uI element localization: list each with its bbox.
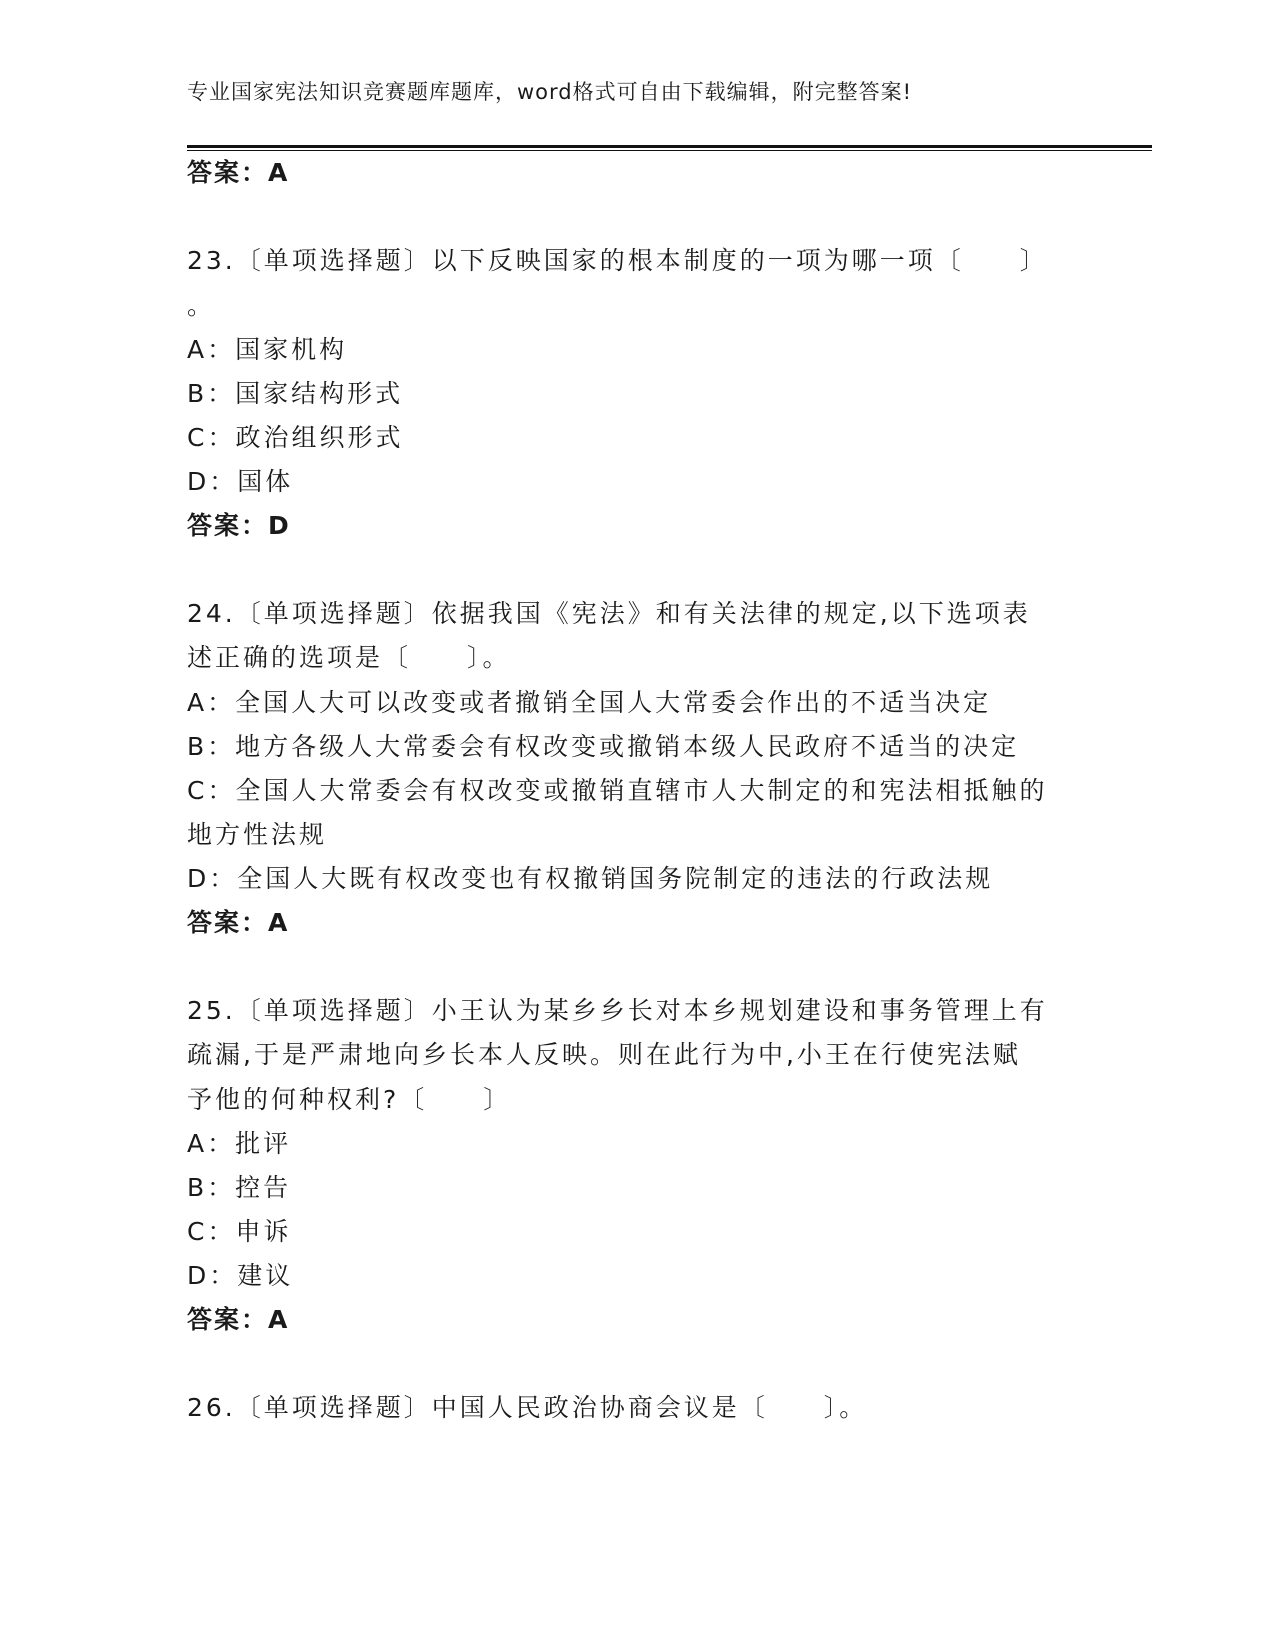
- q25-stem-line-3: 予他的何种权利?〔 〕: [187, 1085, 512, 1114]
- q25-stem-line-2: 疏漏,于是严肃地向乡长本人反映。则在此行为中,小王在行使宪法赋: [187, 1040, 1021, 1069]
- q26-stem-line-1: 26.〔单项选择题〕中国人民政治协商会议是〔 〕。: [187, 1393, 868, 1422]
- q25-option-a: A：批评: [187, 1129, 292, 1158]
- q24-option-c-cont: 地方性法规: [187, 820, 328, 849]
- q25-option-c: C：申诉: [187, 1217, 292, 1246]
- q23-option-c: C：政治组织形式: [187, 423, 404, 452]
- header-rule-thin: [187, 150, 1152, 151]
- q23-option-a: A：国家机构: [187, 335, 348, 364]
- q25-option-b: B：控告: [187, 1173, 292, 1202]
- page-header: 专业国家宪法知识竞赛题库题库，word格式可自由下载编辑，附完整答案!: [187, 80, 913, 104]
- q24-option-b: B：地方各级人大常委会有权改变或撤销本级人民政府不适当的决定: [187, 732, 1020, 761]
- q24-option-d: D：全国人大既有权改变也有权撤销国务院制定的违法的行政法规: [187, 864, 994, 893]
- q25-stem-line-1: 25.〔单项选择题〕小王认为某乡乡长对本乡规划建设和事务管理上有: [187, 996, 1048, 1025]
- q23-answer: 答案：D: [187, 511, 291, 540]
- q24-option-c: C：全国人大常委会有权改变或撤销直辖市人大制定的和宪法相抵触的: [187, 776, 1048, 805]
- answer-prev: 答案：A: [187, 158, 290, 187]
- q23-stem-line-2: 。: [187, 291, 216, 320]
- header-rule-thick: [187, 145, 1152, 148]
- q25-answer: 答案：A: [187, 1305, 290, 1334]
- q23-option-b: B：国家结构形式: [187, 379, 404, 408]
- q24-option-a: A：全国人大可以改变或者撤销全国人大常委会作出的不适当决定: [187, 688, 992, 717]
- q24-answer: 答案：A: [187, 908, 290, 937]
- q25-option-d: D：建议: [187, 1261, 294, 1290]
- q24-stem-line-2: 述正确的选项是〔 〕。: [187, 643, 511, 672]
- q24-stem-line-1: 24.〔单项选择题〕依据我国《宪法》和有关法律的规定,以下选项表: [187, 599, 1031, 628]
- q23-option-d: D：国体: [187, 467, 294, 496]
- q23-stem-line-1: 23.〔单项选择题〕以下反映国家的根本制度的一项为哪一项〔 〕: [187, 246, 1048, 275]
